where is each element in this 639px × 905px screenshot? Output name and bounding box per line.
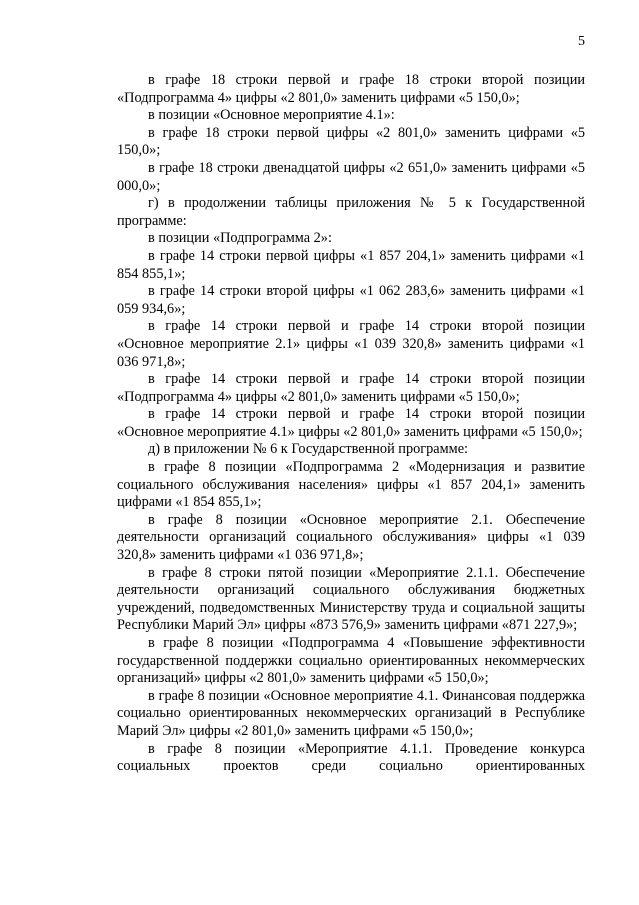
paragraph: в графе 14 строки первой и графе 14 строки второй позиции «Основное мероприятие 4.1» цифры «2 801,0» заменить цифрами «5 150,0»; — [117, 406, 585, 440]
paragraph: в графе 8 позиции «Основное мероприятие 4.1. Финансовая поддержка социально ориентированных некоммерческих организаций в Республике Марий Эл» цифры «2 801,0» заменить цифрами «5 150,0»; — [117, 687, 585, 739]
paragraph: в графе 8 позиции «Мероприятие 4.1.1. Проведение конкурса социальных проектов среди социально ориентированных — [117, 740, 585, 775]
paragraph: в графе 14 строки второй цифры «1 062 283,6» заменить цифрами «1 059 934,6»; — [117, 283, 585, 317]
paragraph: в графе 14 строки первой и графе 14 строки второй позиции «Подпрограмма 4» цифры «2 801,0» заменить цифрами «5 150,0»; — [117, 371, 585, 405]
paragraph: в позиции «Подпрограмма 2»: — [148, 230, 332, 247]
paragraph: г) в продолжении таблицы приложения № 5 к Государственной программе: — [117, 195, 585, 229]
paragraph: в графе 14 строки первой цифры «1 857 204,1» заменить цифрами «1 854 855,1»; — [117, 247, 585, 282]
paragraph: в графе 14 строки первой и графе 14 строки второй позиции «Основное мероприятие 2.1» цифры «1 039 320,8» заменить цифрами «1 036 971,8»; — [117, 318, 585, 370]
paragraph: д) в приложении № 6 к Государственной программе: — [148, 441, 469, 458]
paragraph: в графе 8 позиции «Подпрограмма 4 «Повышение эффективности государственной поддержки социально ориентированных некоммерческих организаций» цифры «2 801,0» заменить цифрами «5 150,0»; — [117, 635, 585, 687]
paragraph: в графе 8 позиции «Подпрограмма 2 «Модернизация и развитие социального обслуживания населения» цифры «1 857 204,1» заменить цифрами «1 854 855,1»; — [117, 459, 585, 511]
paragraph: в графе 8 строки пятой позиции «Мероприятие 2.1.1. Обеспечение деятельности организаций социального обслуживания бюджетных учреждений, подведомственных Министерству труда и социальной защиты Республики Марий Эл» цифры «873 576,9» заменить цифрами «871 227,9»; — [117, 564, 585, 634]
paragraph: в позиции «Основное мероприятие 4.1»: — [148, 107, 395, 124]
paragraph: в графе 8 позиции «Основное мероприятие 2.1. Обеспечение деятельности организаций социального обслуживания» цифры «1 039 320,8» заменить цифрами «1 036 971,8»; — [117, 511, 585, 564]
paragraph: в графе 18 строки первой и графе 18 строки второй позиции «Подпрограмма 4» цифры «2 801,0» заменить цифрами «5 150,0»; — [117, 72, 585, 106]
paragraph: в графе 18 строки первой цифры «2 801,0» заменить цифрами «5 150,0»; — [117, 124, 585, 159]
document-body — [117, 72, 585, 776]
page-number: 5 — [578, 34, 585, 49]
paragraph: в графе 18 строки двенадцатой цифры «2 651,0» заменить цифрами «5 000,0»; — [117, 159, 585, 194]
